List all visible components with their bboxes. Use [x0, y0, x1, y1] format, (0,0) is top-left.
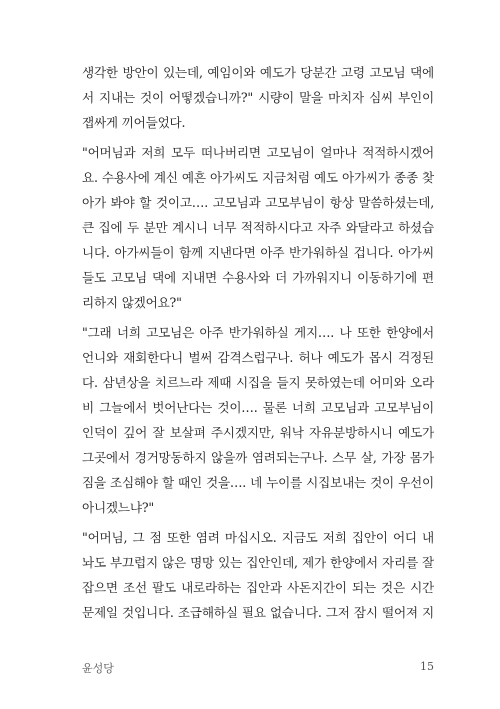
text-line: "어머님과 저희 모두 떠나버리면 고모님이 얼마나 적적하시겠어: [82, 145, 434, 160]
text-line: 잽싸게 끼어들었다.: [82, 115, 186, 130]
page-number: 15: [420, 660, 434, 673]
text-line: 요. 수용사에 계신 예흔 아가씨도 지금처럼 예도 아가씨가 종종 찾: [82, 170, 434, 185]
text-line: 짐을 조심해야 할 때인 것을…. 네 누이를 시집보내는 것이 우선이: [82, 475, 434, 490]
running-footer-title: 윤성당: [82, 662, 114, 675]
text-line: 놔도 부끄럽지 않은 명망 있는 집안인데, 제가 한양에서 자리를 잘: [82, 555, 434, 570]
text-line: "어머님, 그 점 또한 염려 마십시오. 지금도 저희 집안이 어디 내: [82, 530, 434, 545]
text-line: "그래 너희 고모님은 아주 반가워하실 게지…. 나 또한 한양에서: [82, 325, 434, 340]
text-line: 다. 삼년상을 치르느라 제때 시집을 들지 못하였는데 어미와 오라: [82, 375, 434, 390]
text-line: 잡으면 조선 팔도 내로라하는 집안과 사돈지간이 되는 것은 시간: [82, 580, 434, 595]
text-line: 리하지 않겠어요?": [82, 295, 182, 310]
text-line: 그곳에서 경거망동하지 않을까 염려되는구나. 스무 살, 가장 몸가: [82, 450, 434, 465]
text-line: 아니겠느냐?": [82, 500, 154, 515]
text-line: 인덕이 깊어 잘 보살펴 주시겠지만, 워낙 자유분방하시니 예도가: [82, 425, 434, 440]
text-line: 언니와 재회한다니 벌써 감격스럽구나. 허나 예도가 몹시 걱정된: [82, 350, 434, 365]
text-line: 서 지내는 것이 어떻겠습니까?" 시량이 말을 마치자 심씨 부인이: [82, 90, 434, 105]
text-line: 니다. 아가씨들이 함께 지낸다면 아주 반가워하실 겁니다. 아가씨: [82, 245, 434, 260]
text-line: 문제일 것입니다. 조급해하실 필요 없습니다. 그저 잠시 떨어져 지: [82, 605, 434, 620]
text-line: 비 그늘에서 벗어난다는 것이…. 물론 너희 고모님과 고모부님이: [82, 400, 434, 415]
text-line: 아가 봐야 할 것이고…. 고모님과 고모부님이 항상 말씀하셨는데,: [82, 195, 434, 210]
text-line: 생각한 방안이 있는데, 예임이와 예도가 당분간 고령 고모님 댁에: [82, 65, 434, 80]
text-line: 큰 집에 두 분만 계시니 너무 적적하시다고 자주 와달라고 하셨습: [82, 220, 434, 235]
text-line: 들도 고모님 댁에 지내면 수용사와 더 가까워지니 이동하기에 편: [82, 270, 434, 285]
